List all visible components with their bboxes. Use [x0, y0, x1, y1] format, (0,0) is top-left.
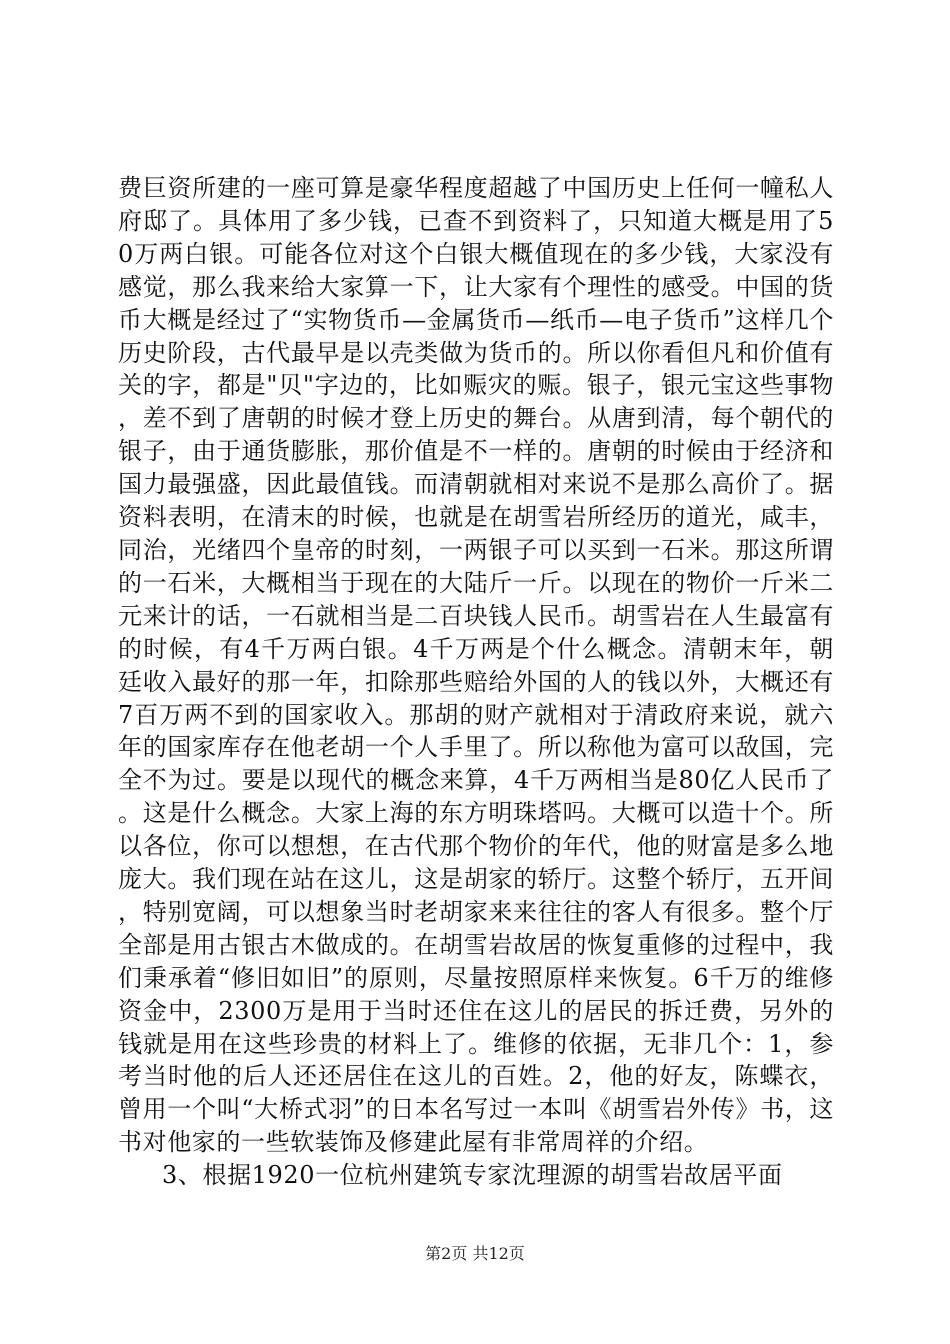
paragraph-item-3: 3、根据1920一位杭州建筑专家沈理源的胡雪岩故居平面	[162, 1161, 783, 1190]
document-body	[118, 172, 834, 1192]
page-footer: 第2页 共12页	[425, 1244, 525, 1263]
paragraph-main: 费巨资所建的一座可算是豪华程度超越了中国历史上任何一幢私人府邸了。具体用了多少钱，已查不到资料了，只知道大概是用了50万两白银。可能各位对这个白银大概值现在的多少钱，大家没有感觉，那么我来给大家算一下，让大家有个理性的感受。中国的货币大概是经过了“实物货币—金属货币—纸币—电子货币”这样几个历史阶段，古代最早是以壳类做为货币的。所以你看但凡和价值有关的字，都是"贝"字边的，比如赈灾的赈。银子，银元宝这些事物，差不到了唐朝的时候才登上历史的舞台。从唐到清，每个朝代的银子，由于通货膨胀，那价值是不一样的。唐朝的时候由于经济和国力最强盛，因此最值钱。而清朝就相对来说不是那么高价了。据资料表明，在清末的时候，也就是在胡雪岩所经历的道光，咸丰，同治，光绪四个皇帝的时刻，一两银子可以买到一石米。那这所谓的一石米，大概相当于现在的大陆斤一斤。以现在的物价一斤米二元来计的话，一石就相当是二百块钱人民币。胡雪岩在人生最富有的时候，有4千万两白银。4千万两是个什么概念。清朝末年，朝廷收入最好的那一年，扣除那些赔给外国的人的钱以外，大概还有7百万两不到的国家收入。那胡的财产就相对于清政府来说，就六年的国家库存在他老胡一个人手里了。所以称他为富可以敌国，完全不为过。要是以现代的概念来算，4千万两相当是80亿人民币了。这是什么概念。大家上海的东方明珠塔吗。大概可以造十个。所以各位，你可以想想，在古代那个物价的年代，他的财富是多么地庞大。我们现在站在这儿，这是胡家的轿厅。这整个轿厅，五开间，特别宽阔，可以想象当时老胡家来来往往的客人有很多。整个厅全部是用古银古木做成的。在胡雪岩故居的恢复重修的过程中，我们秉承着“修旧如旧”的原则，尽量按照原样来恢复。6千万的维修资金中，2300万是用于当时还住在这儿的居民的拆迁费，另外的钱就是用在这些珍贵的材料上了。维修的依据，无非几个：1，参考当时他的后人还还居住在这儿的百姓。2，他的好友，陈蝶衣，曾用一个叫“大桥式羽”的日本名写过一本叫《胡雪岩外传》书，这书对他家的一些软装饰及修建此屋有非常周祥的介绍。	[118, 174, 834, 1157]
